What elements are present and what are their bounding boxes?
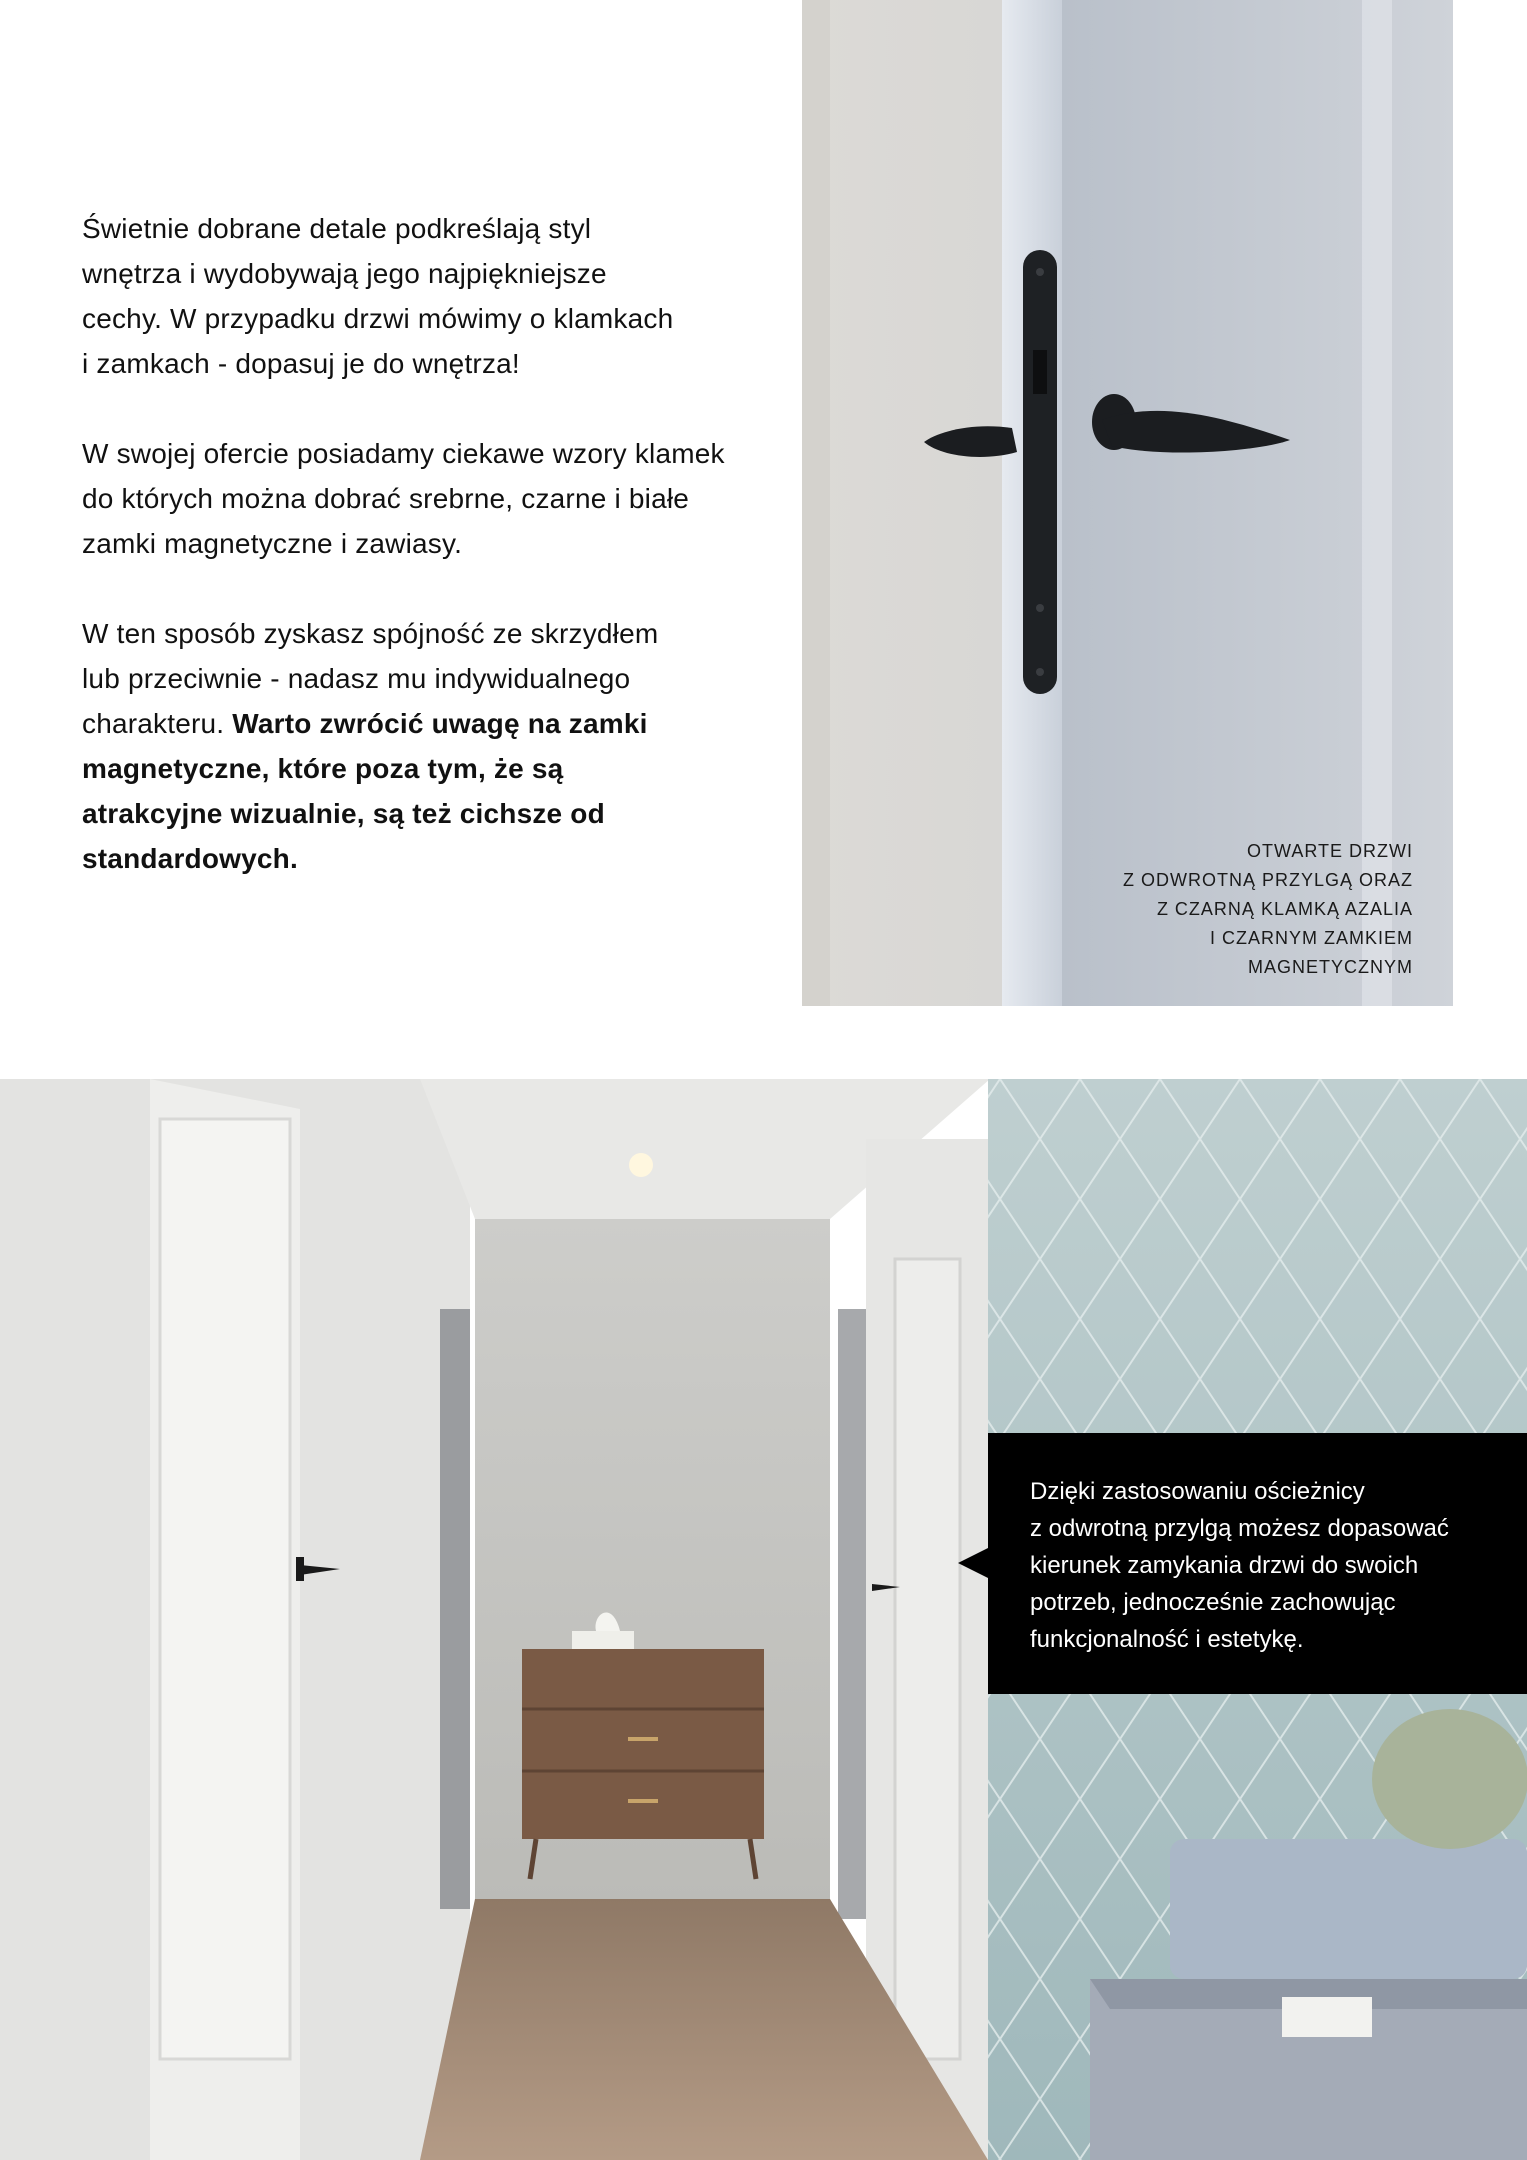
callout-line: kierunek zamykania drzwi do swoich xyxy=(1030,1552,1419,1579)
text-line: W ten sposób zyskasz spójność ze skrzydłem xyxy=(82,618,659,649)
text-line: zamki magnetyczne i zawiasy. xyxy=(82,528,463,559)
text-line-mixed xyxy=(82,701,782,746)
intro-paragraph-2 xyxy=(82,431,782,566)
callout-line: potrzeb, jednocześnie zachowując xyxy=(1030,1589,1396,1616)
callout-pointer xyxy=(958,1548,988,1578)
door-handle-photo xyxy=(802,0,1453,1006)
text-line: lub przeciwnie - nadasz mu indywidualnego xyxy=(82,663,631,694)
photo-caption xyxy=(1123,837,1413,982)
caption-line: Z CZARNĄ KLAMKĄ AZALIA xyxy=(1156,899,1413,919)
intro-paragraph-3 xyxy=(82,611,782,881)
text-line: do których można dobrać srebrne, czarne i białe xyxy=(82,483,690,514)
bold-text-line: atrakcyjne wizualnie, są też cichsze od xyxy=(82,798,605,829)
text-line: W swojej ofercie posiadamy ciekawe wzory klamek xyxy=(82,438,725,469)
text-line: cechy. W przypadku drzwi mówimy o klamkach xyxy=(82,303,674,334)
info-callout xyxy=(988,1433,1527,1694)
callout-line: funkcjonalność i estetykę. xyxy=(1030,1626,1304,1653)
caption-line: OTWARTE DRZWI xyxy=(1247,841,1413,861)
bold-text-line: standardowych. xyxy=(82,843,298,874)
bold-text-line: magnetyczne, które poza tym, że są xyxy=(82,753,564,784)
caption-line: Z ODWROTNĄ PRZYLGĄ ORAZ xyxy=(1122,870,1413,890)
caption-line: MAGNETYCZNYM xyxy=(1248,957,1413,977)
caption-line: I CZARNYM ZAMKIEM xyxy=(1209,928,1413,948)
text-line: i zamkach - dopasuj je do wnętrza! xyxy=(82,348,520,379)
callout-line: Dzięki zastosowaniu ościeżnicy xyxy=(1030,1478,1365,1505)
text-segment: charakteru. xyxy=(82,708,233,739)
intro-paragraph-1 xyxy=(82,206,782,386)
text-line: Świetnie dobrane detale podkreślają styl xyxy=(82,213,592,244)
bold-text-segment: Warto zwrócić uwagę na zamki xyxy=(232,708,648,739)
intro-text xyxy=(82,206,782,926)
callout-line: z odwrotną przylgą możesz dopasować xyxy=(1030,1515,1449,1542)
text-line: wnętrza i wydobywają jego najpiękniejsze xyxy=(82,258,607,289)
